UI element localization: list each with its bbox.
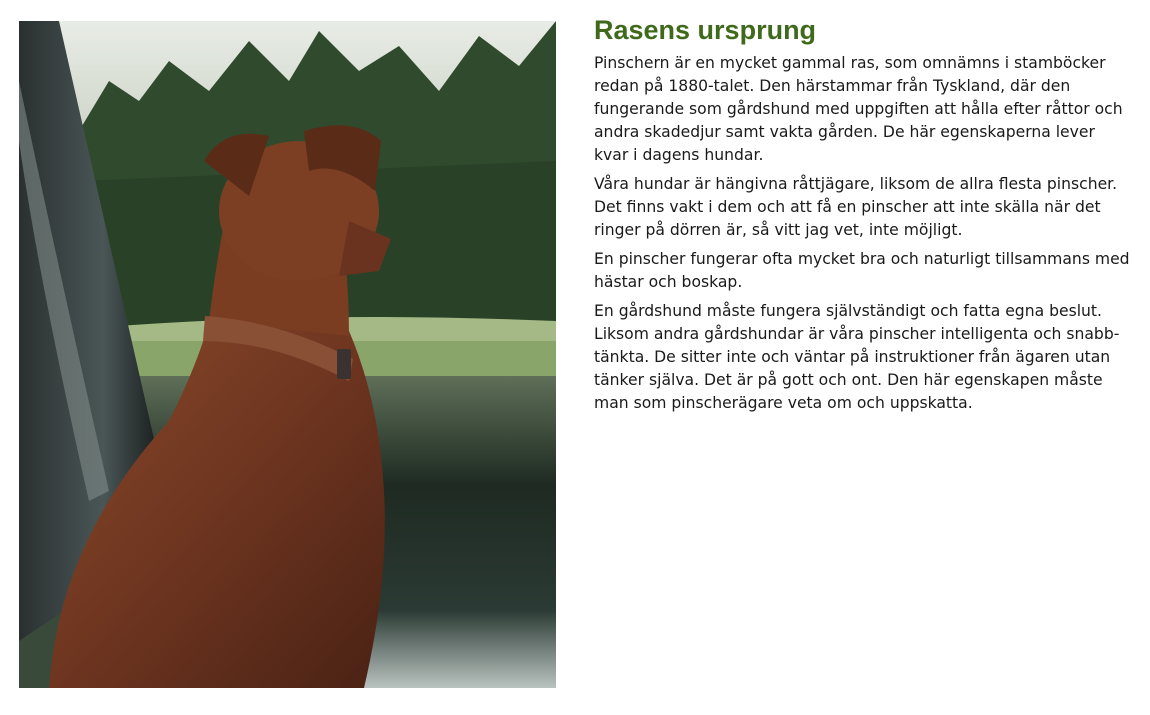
article-paragraph: En gårdshund måste fungera självständigt och fatta egna beslut. Liksom andra gårdshundar är våra pinscher intelligenta och snabb-tänkta. De sitter inte och väntar på instruktioner från ägaren utan tänker själva. Det är på gott och ont. Den här egenskapen måste man som pinscherägare veta om och uppskatta.	[594, 302, 1120, 412]
article-paragraph: En pinscher fungerar ofta mycket bra och naturligt tillsammans med hästar och boskap.	[594, 250, 1130, 291]
article	[594, 14, 1134, 421]
dog-by-lake-image	[19, 21, 556, 688]
dog-photo	[19, 21, 556, 688]
article-paragraph: Pinschern är en mycket gammal ras, som omnämns i stamböcker redan på 1880-talet. Den härstammar från Tyskland, där den fungerande som gårdshund med uppgiften att hålla efter råttor och andra skadedjur samt vakta gården. De här egenskaperna lever kvar i dagens hundar.	[594, 54, 1123, 164]
article-title: Rasens ursprung	[594, 15, 817, 45]
article-paragraph: Våra hundar är hängivna råttjägare, liksom de allra flesta pinscher. Det finns vakt i dem och att få en pinscher att inte skälla när det ringer på dörren är, så vitt jag vet, inte möjligt.	[594, 175, 1118, 239]
